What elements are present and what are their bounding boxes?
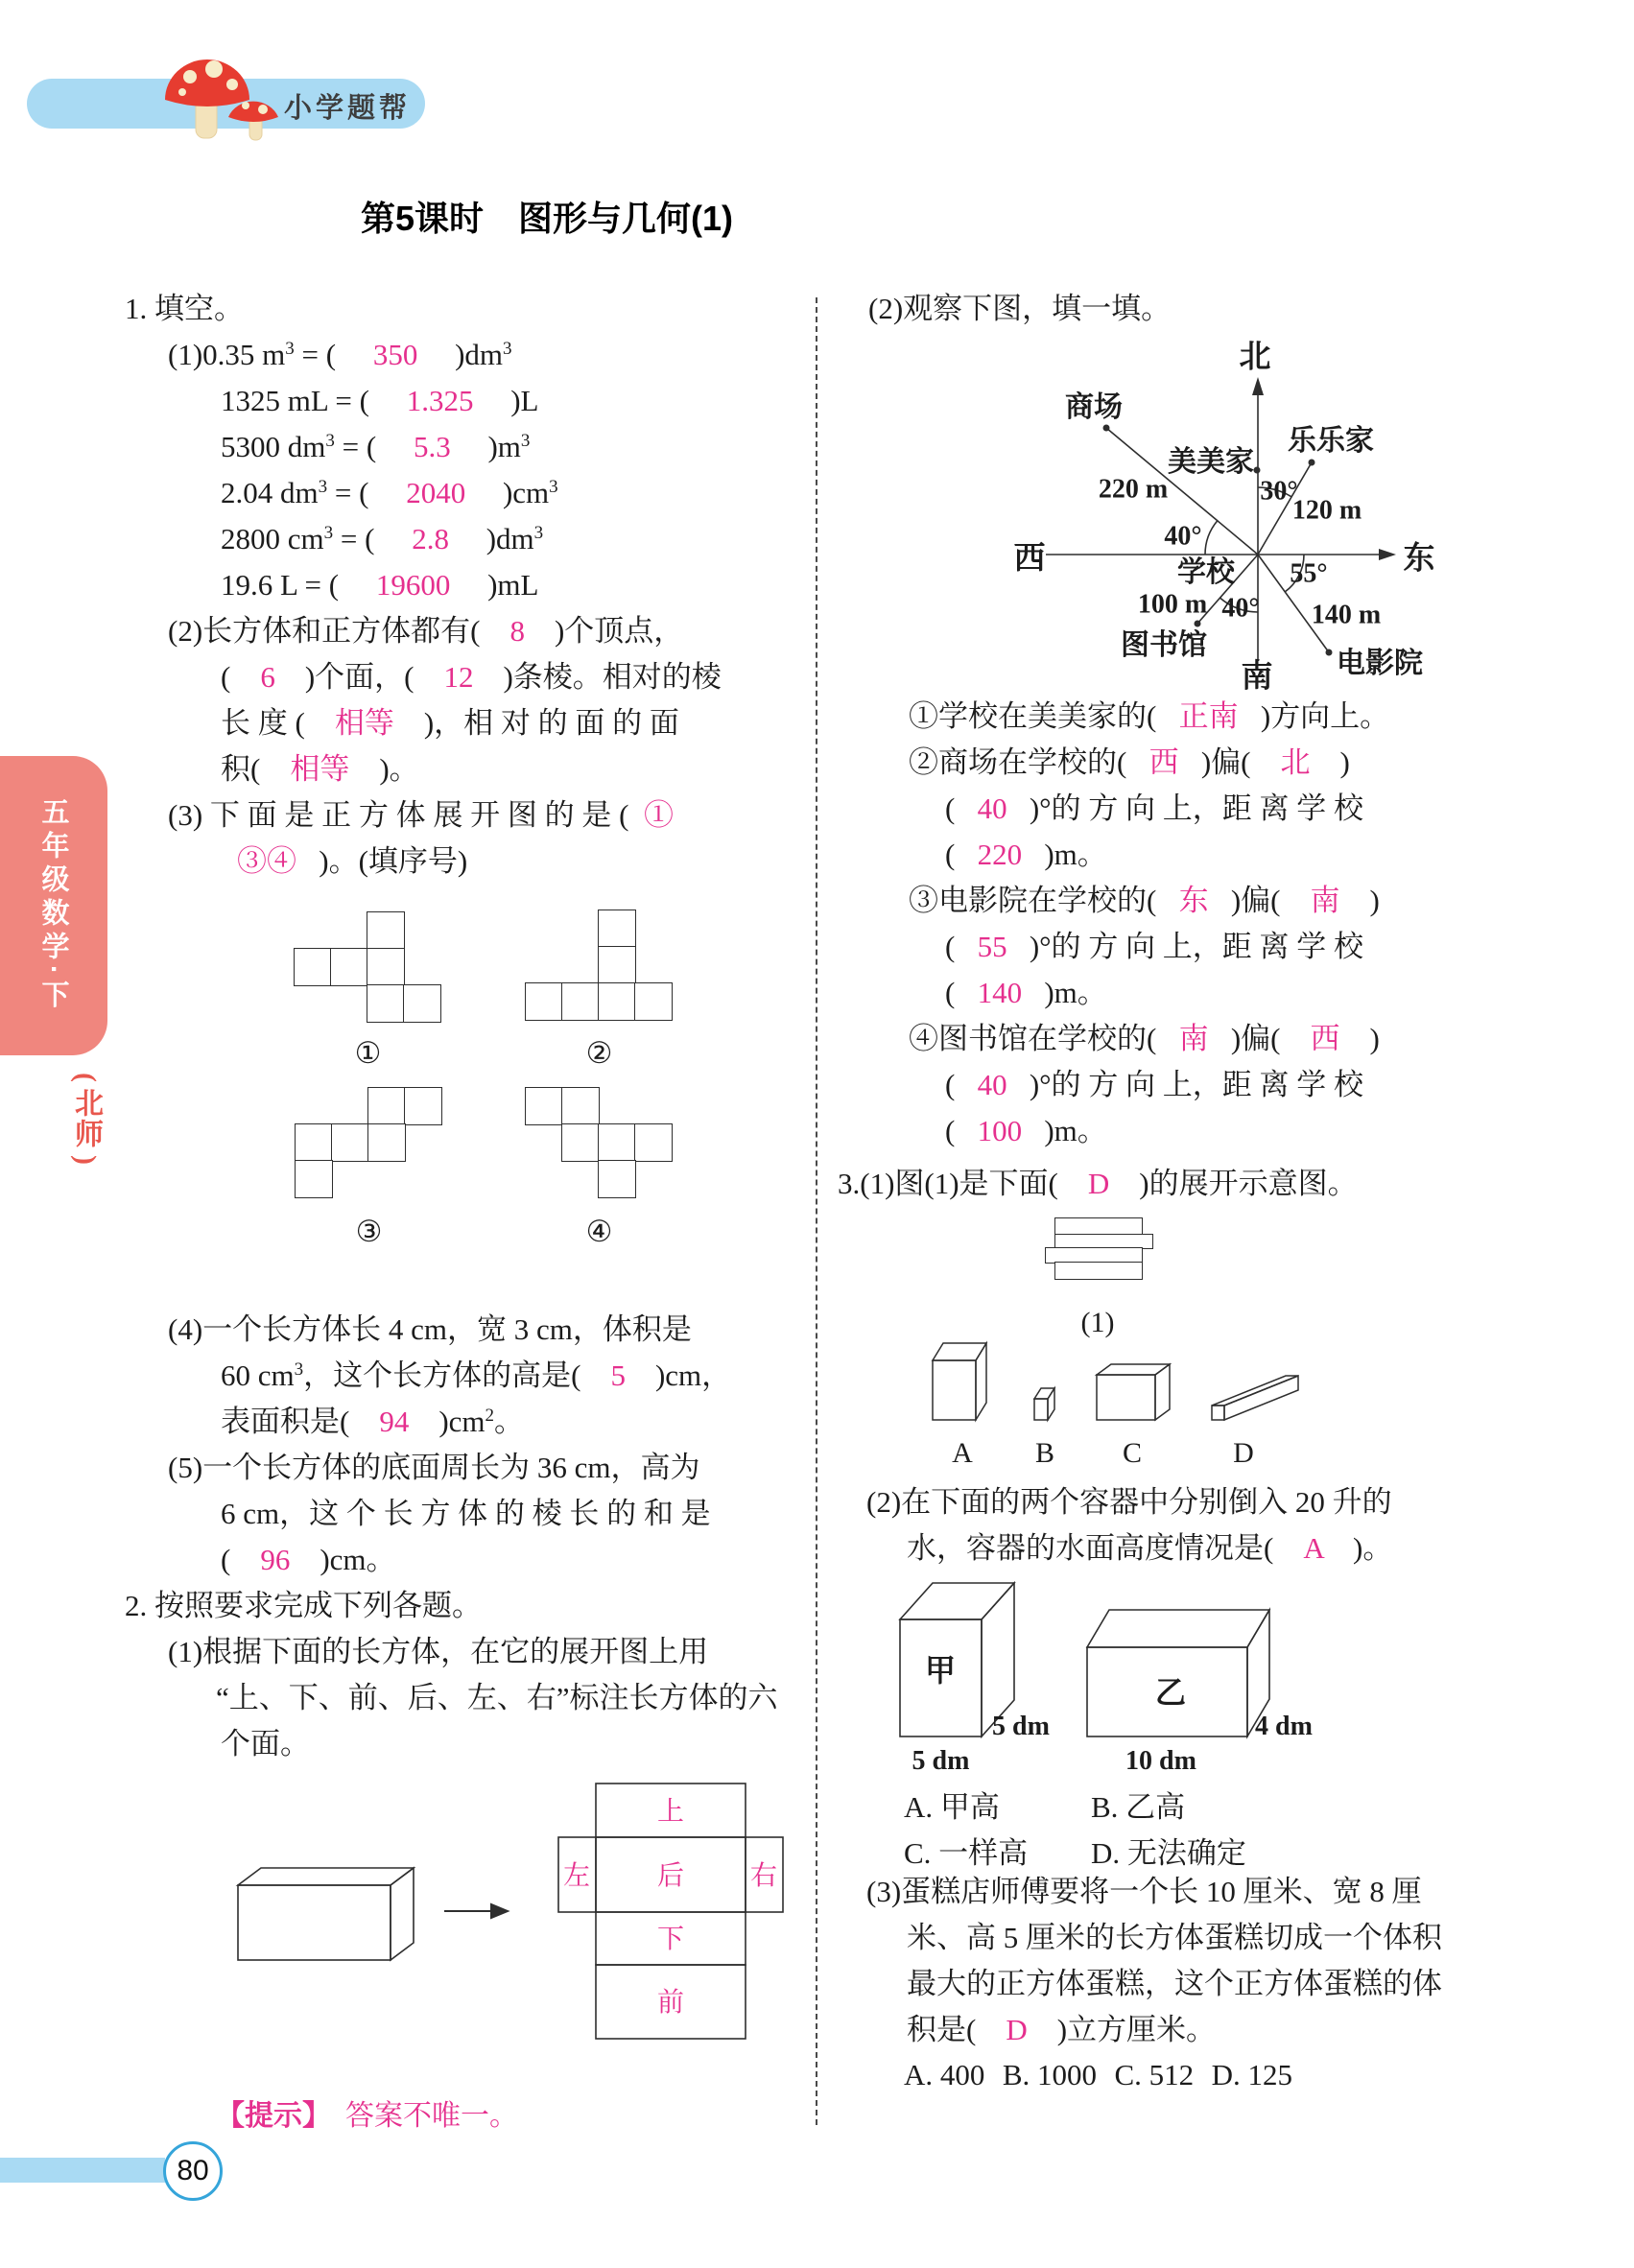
dist-220: 220 m <box>1098 474 1169 505</box>
net-cell <box>634 982 673 1021</box>
shape-label-B: B <box>1034 1437 1054 1469</box>
rod-net-figure <box>1045 1217 1155 1280</box>
edition-text: 北师 <box>70 1088 102 1149</box>
shape-label-A: A <box>952 1437 973 1469</box>
sub-line: ③电影院在学校的( 东 )偏( 南 ) <box>909 884 1380 917</box>
question-block-2 <box>125 1307 801 1767</box>
angle-40-lower: 40° <box>1221 593 1260 624</box>
q3-2-line: 水，容器的水面高度情况是( A )。 <box>907 1531 1393 1565</box>
page-number: 80 <box>177 2155 209 2186</box>
sidebar-tab <box>0 756 107 1055</box>
map-meimei-home: 美美家 <box>1168 445 1254 478</box>
compass-south: 南 <box>1241 659 1273 695</box>
net-label-4: ④ <box>585 1215 613 1248</box>
net-strip <box>1054 1262 1143 1280</box>
option-C: C. 512 <box>1114 2058 1195 2091</box>
sidebar-tab-label: 五年级数学·下 <box>37 797 69 1014</box>
q3-3-line: 最大的正方体蛋糕，这个正方体蛋糕的体 <box>907 1967 1442 2000</box>
net-cell <box>367 948 405 986</box>
net-cell <box>525 982 563 1021</box>
question-1-block <box>125 286 801 885</box>
net-cell <box>367 911 405 950</box>
dist-100: 100 m <box>1137 589 1208 620</box>
net-label-3: ③ <box>355 1215 383 1248</box>
net-cell <box>404 1087 442 1125</box>
compass-west: 西 <box>1013 541 1046 577</box>
q1-2-line: 积( 相等 )。 <box>221 752 419 786</box>
sub-line: ( 140 )m。 <box>945 976 1107 1009</box>
brand-logo: 小学题帮 <box>284 93 412 124</box>
option-D: D. 125 <box>1211 2058 1292 2091</box>
net-cell <box>331 1123 369 1162</box>
q1-5-line: (5)一个长方体的底面周长为 36 cm，高为 <box>168 1451 700 1484</box>
sub-line: ①学校在美美家的( 正南 )方向上。 <box>909 699 1390 733</box>
cube-net-2 <box>525 910 678 1025</box>
sub-line: ( 220 )m。 <box>945 838 1107 871</box>
mushroom-icon <box>161 50 278 142</box>
face-label-bottom: 下 <box>656 1925 685 1954</box>
q3-3-block <box>866 1869 1509 2053</box>
vessel-yi-width: 10 dm <box>1125 1746 1196 1776</box>
dist-120: 120 m <box>1291 495 1362 526</box>
sub-line: ( 100 )m。 <box>945 1114 1107 1147</box>
direction-map-diagram <box>998 331 1458 700</box>
shape-label-D: D <box>1233 1437 1254 1469</box>
net-cell <box>561 1087 600 1125</box>
option-C: C. 一样高 <box>904 1836 1029 1870</box>
cuboid-unfold-diagram <box>221 1770 796 2048</box>
net-cell <box>330 948 368 986</box>
vessel-jia-depth: 5 dm <box>992 1712 1050 1741</box>
north-arrowhead-icon <box>1252 377 1264 395</box>
shape-label-C: C <box>1122 1437 1142 1469</box>
page-number-badge <box>163 2141 223 2201</box>
net-label-2: ② <box>585 1036 613 1070</box>
map-mall: 商场 <box>1065 390 1123 423</box>
option-B: B. 乙高 <box>1091 1790 1186 1824</box>
vessel-jia-label: 甲 <box>924 1653 957 1688</box>
map-lele-home: 乐乐家 <box>1288 424 1374 457</box>
net-cell <box>367 1087 406 1125</box>
q1-4-line: (4)一个长方体长 4 cm，宽 3 cm，体积是 <box>168 1312 692 1346</box>
map-library: 图书馆 <box>1121 628 1207 661</box>
q3-3-options <box>904 2058 1292 2092</box>
vessels-figure <box>883 1573 1324 1746</box>
q2-1-line: 个面。 <box>221 1727 310 1760</box>
cube-net-3 <box>295 1087 448 1202</box>
q1-5-line: 6 cm，这 个 长 方 体 的 棱 长 的 和 是 <box>221 1497 711 1530</box>
q1-2-line: (2)长方体和正方体都有( 8 )个顶点， <box>168 614 684 648</box>
net-cell <box>598 946 636 984</box>
q1-4-line: 60 $cm^3$，这个长方体的高是( 5 )cm， <box>221 1358 732 1392</box>
face-label-back: 后 <box>656 1861 685 1891</box>
net-cell <box>634 1123 673 1162</box>
figure-1-label: (1) <box>1080 1307 1115 1338</box>
cube-net-4 <box>525 1087 678 1202</box>
edition-paren-close: ) <box>70 1155 102 1165</box>
q3-3-line: 积是( D )立方厘米。 <box>907 2013 1217 2046</box>
angle-55: 55° <box>1290 558 1328 589</box>
edition-paren-open: ( <box>70 1073 102 1082</box>
q2-2-head: (2)观察下图，填一填。 <box>868 292 1172 325</box>
dist-140: 140 m <box>1311 600 1382 630</box>
east-arrowhead-icon <box>1379 549 1396 560</box>
net-cell <box>598 982 636 1021</box>
vessel-jia-width: 5 dm <box>912 1746 970 1776</box>
conversion-row: 5300 $dm^3$ = ( 5.3 )$m^3$ <box>221 430 531 463</box>
conversion-row: 1325 mL = ( 1.325 )L <box>221 384 539 417</box>
q3-1-head: 3.(1)图(1)是下面( D )的展开示意图。 <box>838 1167 1358 1200</box>
face-label-left: 左 <box>562 1861 591 1891</box>
net-cell <box>561 982 600 1021</box>
net-cell <box>403 984 441 1023</box>
vessel-yi-depth: 4 dm <box>1255 1712 1313 1741</box>
q1-4-line: 表面积是( 94 )$cm^2$。 <box>221 1405 525 1438</box>
net-cell <box>367 984 405 1023</box>
q2-stem: 2. 按照要求完成下列各题。 <box>125 1589 482 1622</box>
conversion-row: 2800 $cm^3$ = ( 2.8 )$dm^3$ <box>221 522 544 555</box>
net-cell <box>598 910 636 948</box>
footer-band <box>0 2158 165 2183</box>
net-cell <box>598 1160 636 1198</box>
conversion-row: (1)0.35 $m^3$ = ( 350 )$dm^3$ <box>168 338 512 371</box>
net-label-1: ① <box>354 1036 382 1070</box>
map-cinema: 电影院 <box>1337 647 1423 679</box>
compass-north: 北 <box>1239 340 1271 375</box>
sub-line: ②商场在学校的( 西 )偏( 北 ) <box>909 745 1350 779</box>
conversion-row: 2.04 $dm^3$ = ( 2040 )$cm^3$ <box>221 476 558 509</box>
compass-east: 东 <box>1403 541 1435 577</box>
face-label-front: 前 <box>656 1988 685 2018</box>
sub-line: ( 40 )°的 方 向 上，距 离 学 校 <box>945 1068 1364 1101</box>
solids-options-figure <box>902 1338 1314 1444</box>
q1-stem: 1. 填空。 <box>125 292 244 325</box>
q1-2-line: 长 度 ( 相等 )，相 对 的 面 的 面 <box>221 706 679 740</box>
q2-2-subquestions <box>909 694 1508 1154</box>
option-A: A. 甲高 <box>904 1790 1000 1824</box>
sub-line: ( 55 )°的 方 向 上，距 离 学 校 <box>945 930 1364 963</box>
face-label-right: 右 <box>749 1861 778 1891</box>
q3-3-line: (3)蛋糕店师傅要将一个长 10 厘米、宽 8 厘 <box>866 1875 1422 1908</box>
column-divider <box>816 297 817 2125</box>
q1-3-line: (3) 下 面 是 正 方 体 展 开 图 的 是 ( ① <box>168 798 674 832</box>
vessel-yi-label: 乙 <box>1154 1675 1187 1710</box>
q1-3-line: ③④ )。(填序号) <box>237 844 468 878</box>
conversion-row: 19.6 L = ( 19600 )mL <box>221 568 539 602</box>
option-B: B. 1000 <box>1002 2058 1098 2091</box>
q2-1-line: (1)根据下面的长方体，在它的展开图上用 <box>168 1635 709 1668</box>
net-cell <box>367 1123 406 1162</box>
q3-2-block <box>866 1479 1509 1571</box>
net-cell <box>525 1087 563 1125</box>
net-cell <box>598 1123 636 1162</box>
q1-2-line: ( 6 )个面，( 12 )条棱。相对的棱 <box>221 660 722 694</box>
net-cell <box>295 1123 333 1162</box>
q1-5-line: ( 96 )cm。 <box>221 1543 396 1576</box>
sub-line: ( 40 )°的 方 向 上，距 离 学 校 <box>945 791 1364 825</box>
option-A: A. 400 <box>904 2058 985 2091</box>
arrow-icon <box>444 1904 508 1918</box>
net-cell <box>561 1123 600 1162</box>
hint-note: 【提示】 答案不唯一。 <box>216 2100 518 2132</box>
option-D: D. 无法确定 <box>1091 1836 1246 1870</box>
page-title: 第5课时 图形与几何(1) <box>360 199 734 238</box>
face-label-top: 上 <box>656 1797 685 1827</box>
edition-label <box>63 1067 107 1170</box>
angle-30: 30° <box>1260 476 1298 507</box>
q3-2-line: (2)在下面的两个容器中分别倒入 20 升的 <box>866 1485 1392 1519</box>
net-cell <box>295 1160 333 1198</box>
q2-1-line: “上、下、前、后、左、右”标注长方体的六 <box>216 1681 778 1714</box>
sub-line: ④图书馆在学校的( 南 )偏( 西 ) <box>909 1022 1380 1055</box>
angle-40-upper: 40° <box>1164 521 1202 552</box>
map-school: 学校 <box>1177 555 1235 588</box>
cube-net-1 <box>294 911 447 1027</box>
net-cell <box>294 948 332 986</box>
q3-3-line: 米、高 5 厘米的长方体蛋糕切成一个体积 <box>907 1921 1442 1954</box>
